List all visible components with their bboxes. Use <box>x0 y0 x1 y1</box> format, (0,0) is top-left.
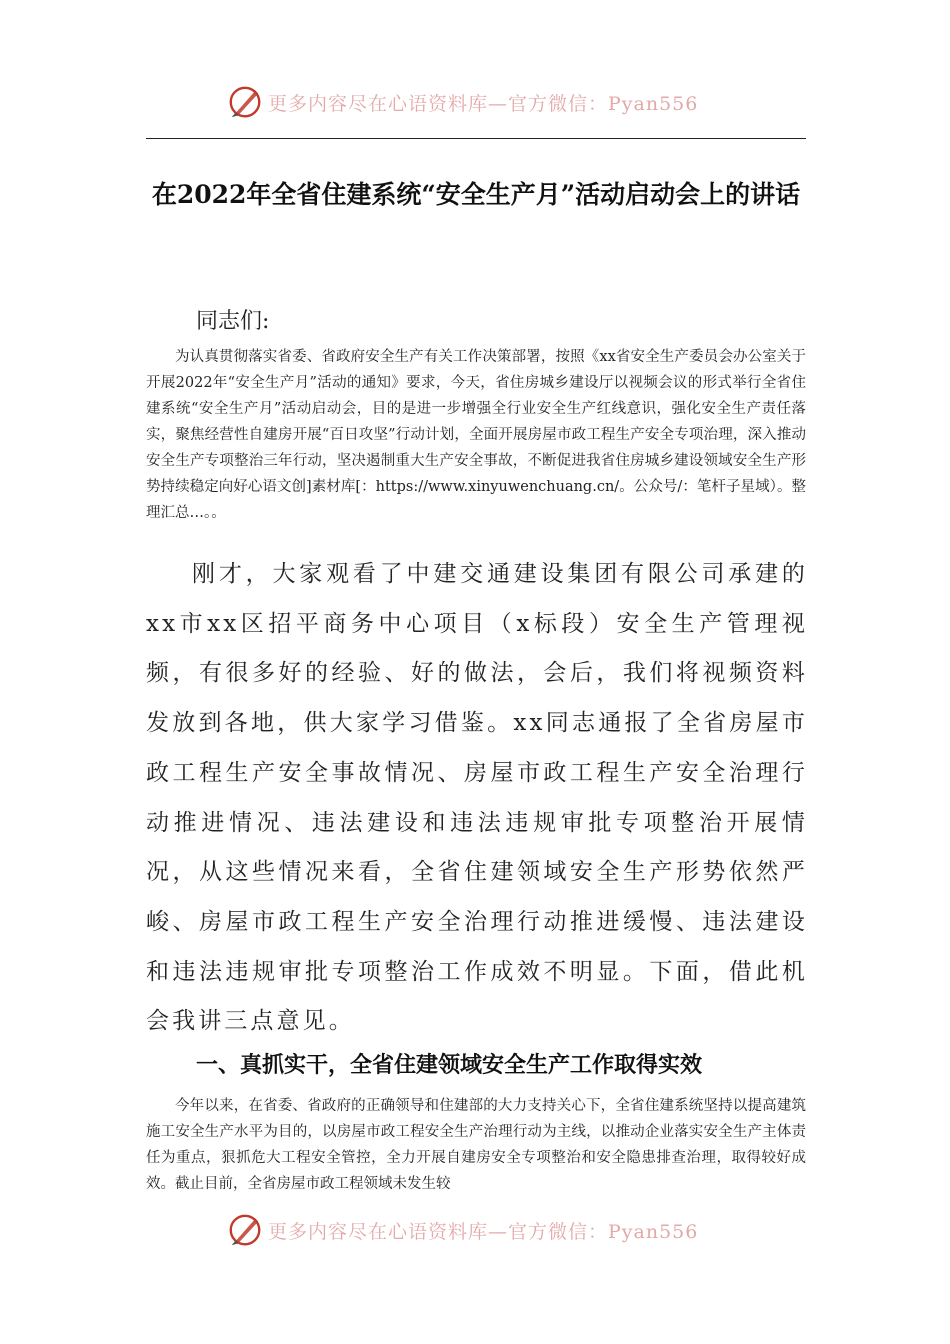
section-1-paragraph: 今年以来，在省委、省政府的正确领导和住建部的大力支持关心下，全省住建系统坚持以提高建筑施工安全生产水平为目的，以房屋市政工程安全生产治理行动为主线，以推动企业落实安全生产主体责任为重点，狠抓危大工程安全管控，全力开展自建房安全专项整治和安全隐患排查治理，取得较好成效。截止目前，全省房屋市政工程领域未发生较 <box>146 1098 806 1191</box>
pen-logo-icon <box>226 83 264 121</box>
salutation: 同志们: <box>196 309 270 334</box>
section-heading-1: 一、真抓实干，全省住建领域安全生产工作取得实效 <box>196 1053 703 1078</box>
document-title: 在2022年全省住建系统“安全生产月”活动启动会上的讲话 <box>151 180 801 209</box>
header-banner <box>226 82 726 122</box>
intro-paragraph: 为认真贯彻落实省委、省政府安全生产有关工作决策部署，按照《xx省安全生产委员会办公室关于开展2022年“安全生产月”活动的通知》要求，今天，省住房城乡建设厅以视频会议的形式举行全省住建系统“安全生产月”活动启动会，目的是进一步增强全行业安全生产红线意识，强化安全生产责任落实，聚焦经营性自建房开展“百日攻坚”行动计划，全面开展房屋市政工程生产安全专项治理，深入推动安全生产专项整治三年行动，坚决遏制重大生产安全事故，不断促进我省住房城乡建设领域安全生产形势持续稳定向好心语文创]素材库[：https://www.xinyuwenchuang.cn/。公众号/：笔杆子星域）。整理汇总…。。 <box>146 349 806 521</box>
pen-logo-icon <box>226 1211 264 1249</box>
header-banner-text: 更多内容尽在心语资料库—官方微信：Pyan556 <box>268 92 699 115</box>
footer-banner-text: 更多内容尽在心语资料库—官方微信：Pyan556 <box>268 1220 699 1243</box>
footer-banner <box>226 1210 726 1250</box>
body-paragraph: 刚才，大家观看了中建交通建设集团有限公司承建的xx市xx区招平商务中心项目（x标段）安全生产管理视频，有很多好的经验、好的做法，会后，我们将视频资料发放到各地，供大家学习借鉴。xx同志通报了全省房屋市政工程生产安全事故情况、房屋市政工程生产安全治理行动推进情况、违法建设和违法违规审批专项整治开展情况，从这些情况来看，全省住建领域安全生产形势依然严峻、房屋市政工程生产安全治理行动推进缓慢、违法建设和违法违规审批专项整治工作成效不明显。下面，借此机会我讲三点意见。 <box>146 561 808 1035</box>
header-divider <box>146 138 806 139</box>
